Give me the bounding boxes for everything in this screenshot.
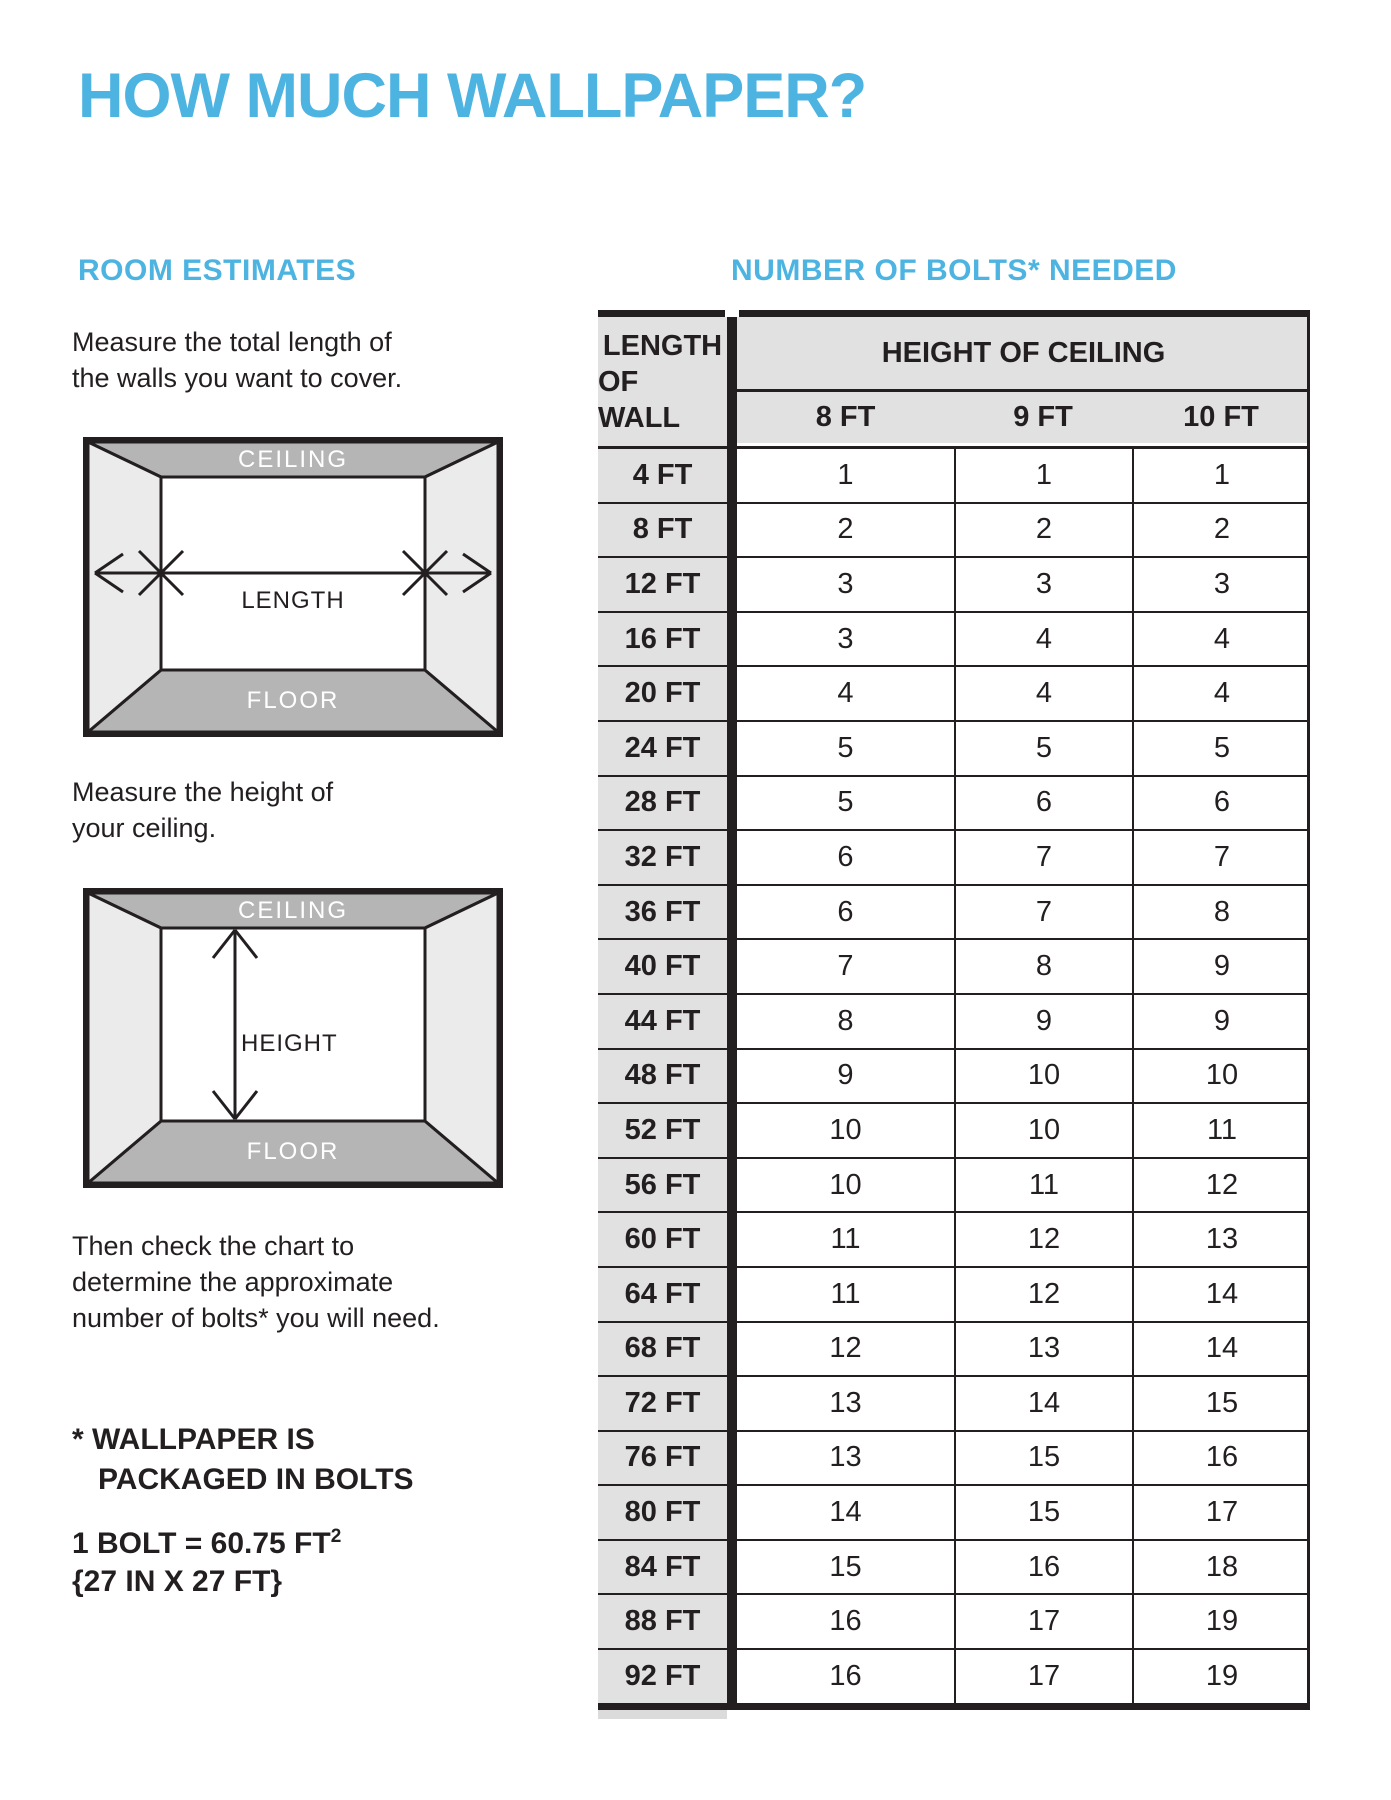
- measure-length-paragraph: [72, 324, 402, 396]
- row-label: 60 FT: [598, 1213, 727, 1266]
- table-vertical-divider: [727, 504, 737, 557]
- table-row: [598, 667, 1310, 722]
- cell-10ft: 9: [1132, 995, 1310, 1048]
- cell-9ft: 13: [954, 1323, 1132, 1376]
- table-gray-column-shadow: [598, 1710, 727, 1719]
- table-vertical-divider: [727, 667, 737, 720]
- cell-9ft: 14: [954, 1377, 1132, 1430]
- cell-8ft: 16: [737, 1650, 954, 1703]
- cell-9ft: 4: [954, 667, 1132, 720]
- cell-9ft: 1: [954, 449, 1132, 502]
- cell-9ft: 8: [954, 940, 1132, 993]
- paragraph-line: the walls you want to cover.: [72, 363, 403, 393]
- cell-8ft: 4: [737, 667, 954, 720]
- cell-8ft: 6: [737, 886, 954, 939]
- cell-8ft: 16: [737, 1595, 954, 1648]
- cell-8ft: 10: [737, 1159, 954, 1212]
- check-chart-paragraph: [72, 1228, 440, 1336]
- cell-10ft: 16: [1132, 1432, 1310, 1485]
- height-of-ceiling-header-block: [737, 317, 1310, 446]
- cell-8ft: 5: [737, 777, 954, 830]
- ceiling-label: CEILING: [237, 897, 349, 924]
- table-row: [598, 1486, 1310, 1541]
- cell-9ft: 10: [954, 1050, 1132, 1103]
- table-row: [598, 1159, 1310, 1214]
- table-row: [598, 1595, 1310, 1650]
- cell-8ft: 11: [737, 1213, 954, 1266]
- table-vertical-divider: [727, 558, 737, 611]
- cell-9ft: 3: [954, 558, 1132, 611]
- cell-8ft: 3: [737, 558, 954, 611]
- table-vertical-divider: [727, 1541, 737, 1594]
- row-label: 52 FT: [598, 1104, 727, 1157]
- cell-9ft: 10: [954, 1104, 1132, 1157]
- cell-8ft: 10: [737, 1104, 954, 1157]
- table-vertical-divider: [727, 1486, 737, 1539]
- room-estimates-heading: ROOM ESTIMATES: [78, 254, 357, 287]
- table-row: [598, 449, 1310, 504]
- table-row: [598, 613, 1310, 668]
- cell-10ft: 14: [1132, 1268, 1310, 1321]
- table-vertical-divider: [727, 449, 737, 502]
- cell-9ft: 12: [954, 1268, 1132, 1321]
- cell-9ft: 4: [954, 613, 1132, 666]
- table-vertical-divider: [727, 1323, 737, 1376]
- subheader-9ft: 9 FT: [1013, 401, 1073, 433]
- table-row: [598, 1050, 1310, 1105]
- ceiling-label: CEILING: [237, 446, 349, 473]
- table-row: [598, 1541, 1310, 1596]
- cell-8ft: 15: [737, 1541, 954, 1594]
- row-label: 12 FT: [598, 558, 727, 611]
- table-vertical-divider: [727, 940, 737, 993]
- table-row: [598, 504, 1310, 559]
- table-top-border: [598, 310, 1310, 317]
- cell-9ft: 15: [954, 1432, 1132, 1485]
- bolt-dimensions: {27 IN X 27 FT}: [72, 1565, 283, 1598]
- cell-8ft: 6: [737, 831, 954, 884]
- table-row: [598, 1104, 1310, 1159]
- cell-8ft: 3: [737, 613, 954, 666]
- table-row: [598, 1213, 1310, 1268]
- cell-8ft: 11: [737, 1268, 954, 1321]
- row-label: 24 FT: [598, 722, 727, 775]
- row-label: 76 FT: [598, 1432, 727, 1485]
- table-vertical-divider: [727, 1432, 737, 1485]
- cell-10ft: 10: [1132, 1050, 1310, 1103]
- table-vertical-divider: [727, 1377, 737, 1430]
- row-label: 40 FT: [598, 940, 727, 993]
- cell-10ft: 4: [1132, 667, 1310, 720]
- cell-10ft: 5: [1132, 722, 1310, 775]
- cell-10ft: 19: [1132, 1595, 1310, 1648]
- paragraph-line: your ceiling.: [72, 813, 217, 843]
- bolt-equation-text: 1 BOLT = 60.75 FT: [72, 1527, 331, 1560]
- table-body: [598, 449, 1310, 1705]
- table-vertical-divider: [727, 886, 737, 939]
- row-label: 68 FT: [598, 1323, 727, 1376]
- table-row: [598, 1650, 1310, 1705]
- cell-8ft: 12: [737, 1323, 954, 1376]
- cell-9ft: 15: [954, 1486, 1132, 1539]
- cell-8ft: 13: [737, 1377, 954, 1430]
- table-vertical-divider: [727, 1213, 737, 1266]
- cell-9ft: 17: [954, 1595, 1132, 1648]
- cell-10ft: 4: [1132, 613, 1310, 666]
- cell-10ft: 7: [1132, 831, 1310, 884]
- paragraph-line: Then check the chart to: [72, 1231, 355, 1261]
- cell-10ft: 2: [1132, 504, 1310, 557]
- page-title: HOW MUCH WALLPAPER?: [78, 61, 867, 131]
- row-label: 44 FT: [598, 995, 727, 1048]
- table-header: [598, 317, 1310, 446]
- paragraph-line: Measure the total length of: [72, 327, 392, 357]
- table-row: [598, 940, 1310, 995]
- table-row: [598, 1432, 1310, 1487]
- cell-10ft: 17: [1132, 1486, 1310, 1539]
- table-vertical-divider: [727, 1050, 737, 1103]
- cell-9ft: 7: [954, 886, 1132, 939]
- cell-9ft: 12: [954, 1213, 1132, 1266]
- table-top-border-gap: [725, 310, 739, 317]
- cell-10ft: 8: [1132, 886, 1310, 939]
- cell-8ft: 2: [737, 504, 954, 557]
- cell-10ft: 14: [1132, 1323, 1310, 1376]
- cell-10ft: 9: [1132, 940, 1310, 993]
- paragraph-line: determine the approximate: [72, 1267, 394, 1297]
- cell-9ft: 9: [954, 995, 1132, 1048]
- row-label: 4 FT: [598, 449, 727, 502]
- table-right-border: [1307, 317, 1310, 1710]
- table-row: [598, 995, 1310, 1050]
- cell-10ft: 19: [1132, 1650, 1310, 1703]
- table-row: [598, 777, 1310, 832]
- row-label: 92 FT: [598, 1650, 727, 1703]
- table-vertical-divider: [727, 1595, 737, 1648]
- row-label: 36 FT: [598, 886, 727, 939]
- table-row: [598, 831, 1310, 886]
- table-vertical-divider: [727, 722, 737, 775]
- table-row: [598, 1377, 1310, 1432]
- cell-8ft: 5: [737, 722, 954, 775]
- height-of-ceiling-header: HEIGHT OF CEILING: [737, 317, 1310, 392]
- cell-8ft: 1: [737, 449, 954, 502]
- cell-9ft: 7: [954, 831, 1132, 884]
- bolts-footnote: [72, 1420, 414, 1500]
- table-vertical-divider: [727, 613, 737, 666]
- floor-label: FLOOR: [246, 1138, 340, 1165]
- row-label: 8 FT: [598, 504, 727, 557]
- bolt-equation-superscript: 2: [330, 1526, 342, 1547]
- height-label: HEIGHT: [241, 1030, 338, 1057]
- subheader-8ft: 8 FT: [815, 401, 876, 433]
- table-vertical-divider: [727, 1268, 737, 1321]
- row-label: 16 FT: [598, 613, 727, 666]
- cell-9ft: 6: [954, 777, 1132, 830]
- row-label: 84 FT: [598, 1541, 727, 1594]
- row-label: 56 FT: [598, 1159, 727, 1212]
- paragraph-line: Measure the height of: [72, 777, 334, 807]
- measure-height-paragraph: [72, 774, 333, 846]
- table-row: [598, 722, 1310, 777]
- row-label: 88 FT: [598, 1595, 727, 1648]
- cell-10ft: 11: [1132, 1104, 1310, 1157]
- cell-8ft: 7: [737, 940, 954, 993]
- cell-9ft: 17: [954, 1650, 1132, 1703]
- cell-9ft: 11: [954, 1159, 1132, 1212]
- table-row: [598, 558, 1310, 613]
- bolt-equation: [72, 1518, 341, 1563]
- cell-10ft: 13: [1132, 1213, 1310, 1266]
- length-of-wall-header: [598, 317, 727, 446]
- table-vertical-divider: [727, 317, 737, 446]
- cell-9ft: 2: [954, 504, 1132, 557]
- floor-label: FLOOR: [246, 687, 340, 714]
- row-label: 48 FT: [598, 1050, 727, 1103]
- room-height-diagram: [83, 888, 503, 1188]
- table-row: [598, 1323, 1310, 1378]
- table-vertical-divider: [727, 1650, 737, 1703]
- footnote-line: * WALLPAPER IS: [72, 1423, 315, 1456]
- cell-10ft: 18: [1132, 1541, 1310, 1594]
- header-line: OF WALL: [598, 365, 681, 434]
- row-label: 80 FT: [598, 1486, 727, 1539]
- cell-9ft: 16: [954, 1541, 1132, 1594]
- cell-10ft: 3: [1132, 558, 1310, 611]
- cell-8ft: 14: [737, 1486, 954, 1539]
- footnote-line: PACKAGED IN BOLTS: [98, 1463, 414, 1496]
- cell-10ft: 15: [1132, 1377, 1310, 1430]
- bolts-needed-heading: NUMBER OF BOLTS* NEEDED: [731, 254, 1177, 287]
- row-label: 20 FT: [598, 667, 727, 720]
- row-label: 28 FT: [598, 777, 727, 830]
- cell-8ft: 13: [737, 1432, 954, 1485]
- subheader-10ft: 10 FT: [1183, 401, 1259, 433]
- cell-8ft: 9: [737, 1050, 954, 1103]
- bolts-table: [598, 310, 1310, 1718]
- table-vertical-divider: [727, 831, 737, 884]
- table-vertical-divider: [727, 1104, 737, 1157]
- cell-10ft: 6: [1132, 777, 1310, 830]
- room-length-diagram: [83, 437, 503, 737]
- table-row: [598, 1268, 1310, 1323]
- paragraph-line: number of bolts* you will need.: [72, 1303, 440, 1333]
- cell-9ft: 5: [954, 722, 1132, 775]
- table-row: [598, 886, 1310, 941]
- ceiling-height-subheaders: [737, 392, 1310, 443]
- row-label: 64 FT: [598, 1268, 727, 1321]
- cell-10ft: 1: [1132, 449, 1310, 502]
- table-vertical-divider: [727, 777, 737, 830]
- cell-8ft: 8: [737, 995, 954, 1048]
- cell-10ft: 12: [1132, 1159, 1310, 1212]
- table-vertical-divider: [727, 995, 737, 1048]
- header-line: LENGTH: [602, 329, 723, 362]
- row-label: 72 FT: [598, 1377, 727, 1430]
- bolt-size-info: [72, 1518, 341, 1601]
- length-label: LENGTH: [241, 587, 345, 614]
- table-vertical-divider: [727, 1159, 737, 1212]
- row-label: 32 FT: [598, 831, 727, 884]
